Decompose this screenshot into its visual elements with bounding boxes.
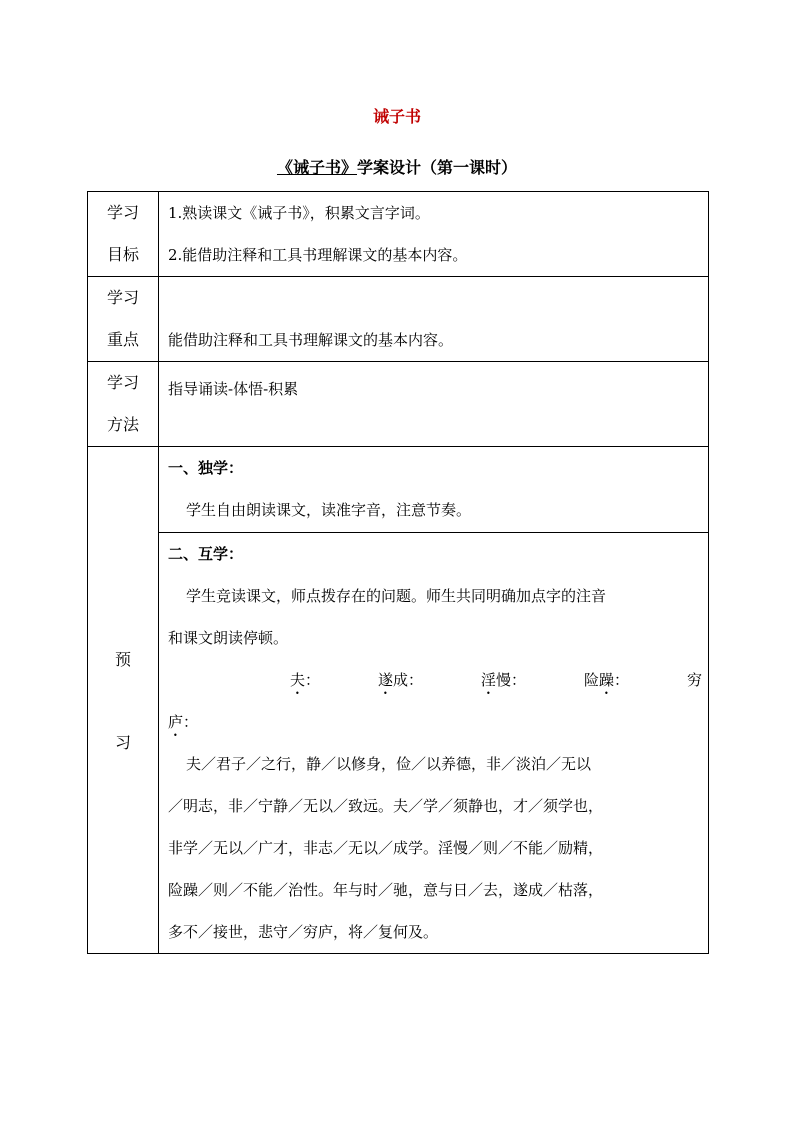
preview-label-line2: 习: [114, 733, 131, 752]
document-subtitle: [0, 155, 794, 178]
focus-content-cell: [159, 277, 709, 362]
mutual-study-text-line1: 学生竞读课文，师点拨存在的问题。师生共同明确加点字的注音: [186, 587, 607, 605]
passage-line-2: ／明志，非／宁静／无以／致远。夫／学／须静也，才／须学也，: [168, 797, 604, 815]
goal-label-line1: 学习: [106, 203, 139, 222]
passage-line-4: 险躁／则／不能／治性。年与时／驰，意与日／去，遂成／枯落，: [168, 881, 604, 899]
goal-label-cell: [88, 192, 159, 277]
focus-row: [88, 277, 709, 362]
method-label-line2: 方法: [106, 415, 139, 434]
passage-line-5: 多不／接世，悲守／穷庐，将／复何及。: [168, 923, 439, 941]
word-xianzao: 险躁：: [583, 671, 629, 689]
method-text: 指导诵读-体悟-积累: [168, 380, 299, 398]
pronunciation-words: [159, 659, 708, 701]
self-study-heading: 一、独学：: [168, 459, 244, 477]
goal-item-2: 2.能借助注释和工具书理解课文的基本内容。: [168, 246, 468, 264]
passage-line-3: 非学／无以／广才，非志／无以／成学。淫慢／则／不能／励精，: [168, 839, 604, 857]
goal-row: [88, 192, 709, 277]
preview-row-2: [88, 533, 709, 954]
goal-item-1: 1.熟读课文《诫子书》，积累文言字词。: [168, 204, 430, 222]
subtitle-rest: 学案设计（第一课时）: [357, 158, 518, 177]
preview-label-line1: 预: [114, 650, 131, 669]
focus-label-line2: 重点: [106, 330, 139, 349]
word-yinman: 淫慢：: [480, 671, 526, 689]
self-study-cell: [159, 447, 709, 533]
method-row: [88, 362, 709, 447]
mutual-study-cell: [159, 533, 709, 954]
preview-row-1: [88, 447, 709, 533]
goal-label-line2: 目标: [106, 245, 139, 264]
subtitle-book-name: 《诫子书》: [276, 158, 357, 177]
method-content-cell: [159, 362, 709, 447]
word-suicheng: 遂成：: [377, 671, 424, 689]
method-label-line1: 学习: [106, 373, 139, 392]
document-title: 诫子书: [372, 107, 421, 126]
goal-content-cell: [159, 192, 709, 277]
mutual-study-heading: 二、互学：: [168, 545, 244, 563]
focus-text: 能借助注释和工具书理解课文的基本内容。: [168, 331, 454, 349]
word-fu: 夫：: [290, 671, 321, 689]
focus-label-cell: [88, 277, 159, 362]
method-label-cell: [88, 362, 159, 447]
word-qiong: 穷: [686, 671, 702, 689]
study-plan-table: [87, 191, 709, 954]
mutual-study-text-line2: 和课文朗读停顿。: [168, 629, 289, 647]
word-qionglu-tail: 庐：: [168, 713, 199, 731]
self-study-text: 学生自由朗读课文，读准字音，注意节奏。: [186, 501, 472, 519]
passage-line-1: 夫／君子／之行，静／以修身，俭／以养德，非／淡泊／无以: [186, 755, 592, 773]
preview-label-cell: [88, 447, 159, 954]
focus-label-line1: 学习: [106, 288, 139, 307]
